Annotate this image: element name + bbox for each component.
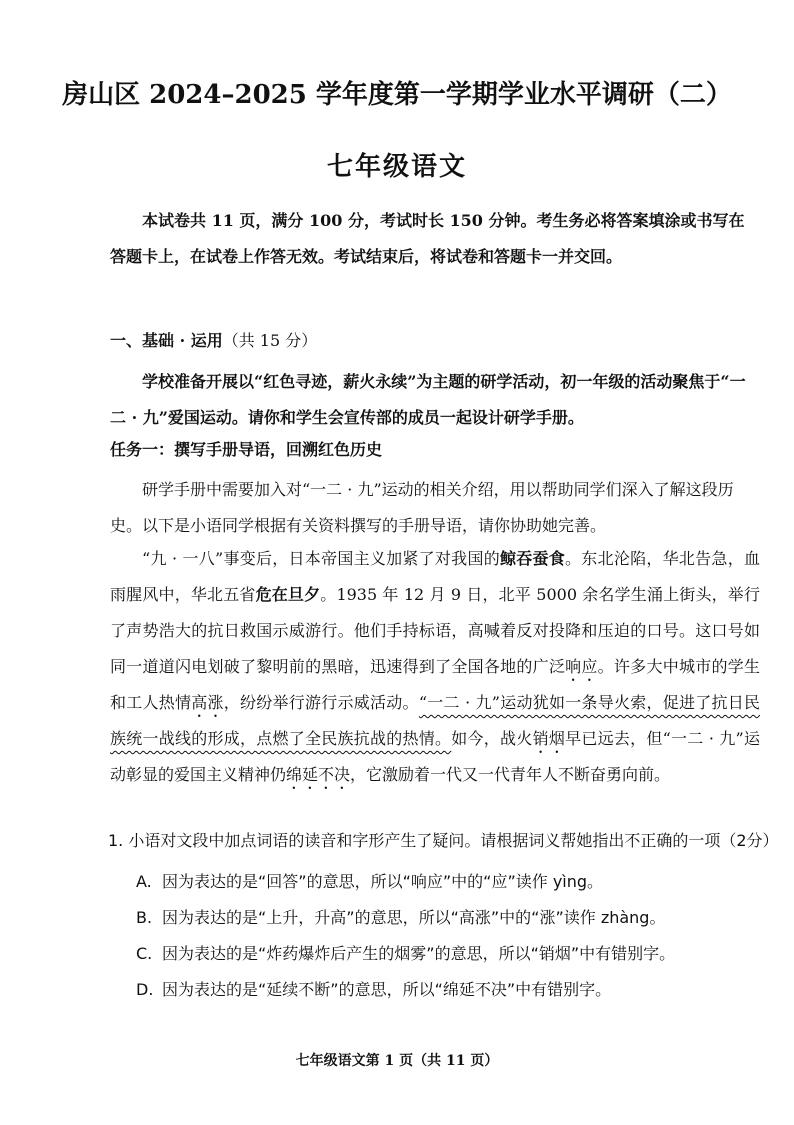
- option-letter: A.: [136, 872, 152, 891]
- passage-text: 。许多大中城市的学生和工人热情: [110, 657, 760, 712]
- exam-subject: 七年级语文: [326, 152, 467, 182]
- passage-text: ，它激励着一代又一代青年人不断奋勇向前。: [350, 765, 671, 784]
- option-text: 因为表达的是“回答”的意思，所以“响应”中的“应”读作 yìng。: [162, 872, 604, 891]
- exam-title: 房山区 2024–2025 学年度第一学期学业水平调研（二）: [62, 80, 732, 110]
- passage-text: 。东北沦陷，华北告急，血雨腥风中，华北五省: [110, 549, 760, 604]
- option-d: [136, 972, 776, 1008]
- passage-text: 早已远去，但“一二 · 九”运动彰显的爱国主义精神仍: [110, 729, 760, 784]
- section-score: （共 15 分）: [222, 331, 318, 350]
- option-b: [136, 900, 776, 936]
- underlined-sentence: “一二 · 九”运动犹如一条导火索，促进了抗日民族统一战线的形成，点燃了全民族抗战的热情。: [110, 693, 760, 748]
- passage-bold-word: 鲸吞蚕食: [499, 549, 566, 568]
- option-letter: D.: [136, 980, 154, 999]
- option-a: [136, 864, 776, 900]
- option-letter: B.: [136, 908, 153, 927]
- passage-bold-word: 危在旦夕: [255, 585, 321, 604]
- dotted-word: 绵延不决: [286, 765, 351, 784]
- reading-passage: [110, 541, 760, 793]
- section-title: 一、基础 · 运用: [110, 331, 223, 350]
- passage-text: 如今，战火: [451, 729, 533, 748]
- option-text: 因为表达的是“延续不断”的意思，所以“绵延不决”中有错别字。: [162, 980, 612, 999]
- section-heading: [110, 328, 317, 351]
- passage-text: “九 · 一八”事变后，日本帝国主义加紧了对我国的: [142, 549, 500, 568]
- task-description: 研学手册中需要加入对“一二 · 九”运动的相关介绍，用以帮助同学们深入了解这段历史。以下是小语同学根据有关资料撰写的手册导语，请你协助她完善。: [110, 480, 734, 535]
- option-c: [136, 936, 776, 972]
- dotted-word: 高涨: [191, 693, 224, 712]
- passage-text: 。1935 年 12 月 9 日，北平 5000 余名学生涌上街头，举行了声势浩大的抗日救国示威游行。他们手持标语，高喊着反对投降和压迫的口号。这口号如同一道道闪电划破了黎明前的黑暗，迅速得到了全国各地的广泛: [110, 585, 760, 676]
- option-text: 因为表达的是“上升，升高”的意思，所以“高涨”中的“涨”读作 zhàng。: [162, 908, 666, 927]
- question-stem: 1. 小语对文段中加点词语的读音和字形产生了疑问。请根据词义帮她指出不正确的一项（2分）: [108, 831, 779, 850]
- dotted-word: 销烟: [532, 729, 566, 748]
- question-options: [136, 864, 776, 1008]
- task-heading: 任务一：撰写手册导语，回溯红色历史: [110, 440, 383, 459]
- section-intro: 学校准备开展以“红色寻迹，薪火永续”为主题的研学活动，初一年级的活动聚焦于“一二 · 九”爱国运动。请你和学生会宣传部的成员一起设计研学手册。: [110, 372, 746, 427]
- passage-text: ，纷纷举行游行示威活动。: [223, 693, 419, 712]
- exam-notice: 本试卷共 11 页，满分 100 分，考试时长 150 分钟。考生务必将答案填涂或书写在答题卡上，在试卷上作答无效。考试结束后，将试卷和答题卡一并交回。: [110, 211, 745, 266]
- dotted-word: 响应: [565, 657, 598, 676]
- option-letter: C.: [136, 944, 153, 963]
- page-footer: 七年级语文第 1 页（共 11 页）: [295, 1053, 499, 1069]
- option-text: 因为表达的是“炸药爆炸后产生的烟雾”的意思，所以“销烟”中有错别字。: [162, 944, 676, 963]
